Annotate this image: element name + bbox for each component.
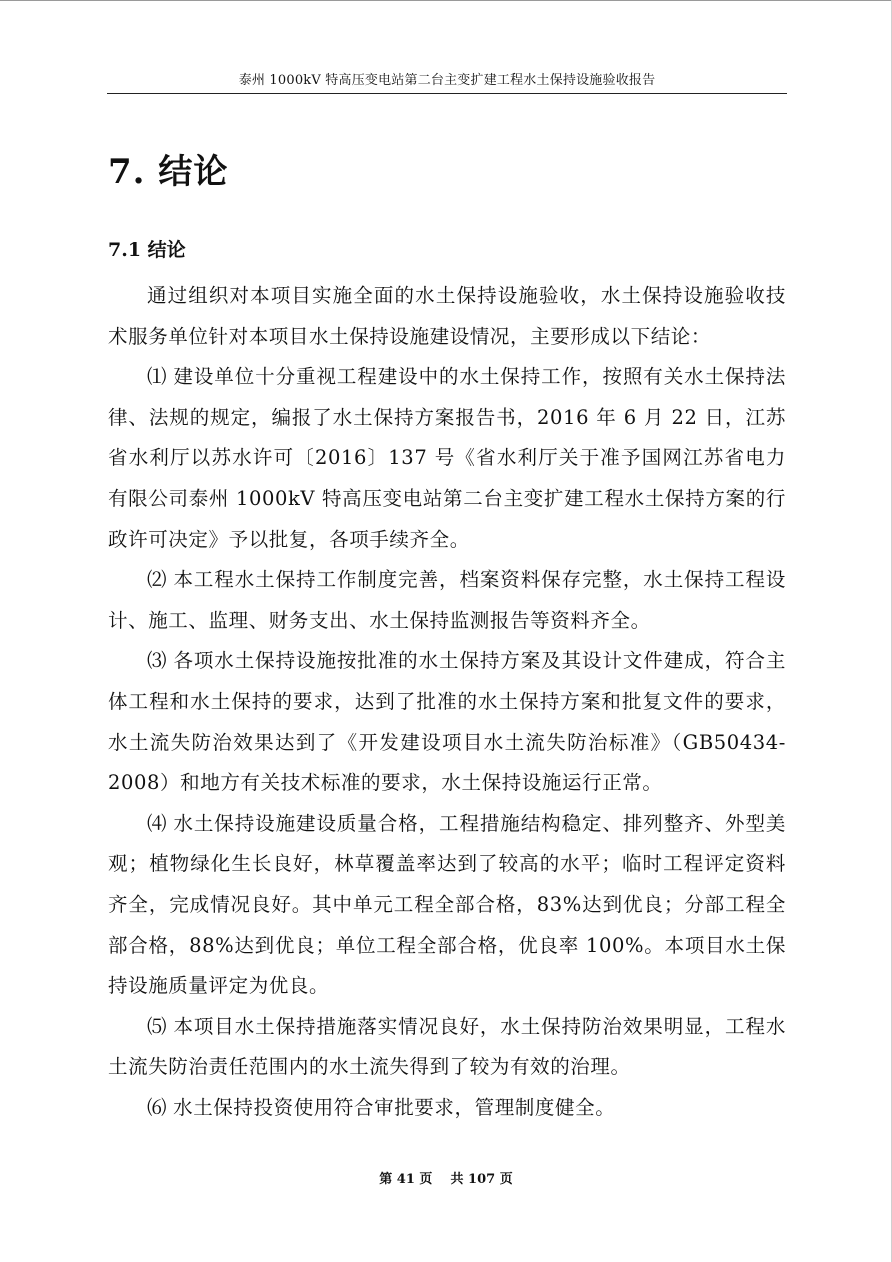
item-number: ⑷	[147, 811, 168, 835]
page-edge-top	[0, 0, 892, 1]
header-rule	[107, 93, 787, 94]
paragraph-text: 本项目水土保持措施落实情况良好，水土保持防治效果明显，工程水土流失防治责任范围内的水土流失得到了较为有效的治理。	[108, 1014, 786, 1079]
conclusion-item-1	[108, 357, 786, 560]
item-number: ⑹	[147, 1095, 168, 1119]
conclusion-item-3	[108, 641, 786, 803]
paragraph-text: 水土保持设施建设质量合格，工程措施结构稳定、排列整齐、外型美观；植物绿化生长良好，林草覆盖率达到了较高的水平；临时工程评定资料齐全，完成情况良好。其中单元工程全部合格，83%达到优良；分部工程全部合格，88%达到优良；单位工程全部合格，优良率 100%。本项目水土保持设施质量评定为优良。	[108, 811, 786, 998]
conclusion-item-5	[108, 1007, 786, 1088]
item-number: ⑴	[147, 365, 168, 389]
paragraph-text: 各项水土保持设施按批准的水土保持方案及其设计文件建成，符合主体工程和水土保持的要求，达到了批准的水土保持方案和批复文件的要求，水土流失防治效果达到了《开发建设项目水土流失防治标准》（GB50434-2008）和地方有关技术标准的要求，水土保持设施运行正常。	[108, 649, 786, 795]
intro-paragraph	[108, 276, 786, 357]
item-number: ⑶	[147, 649, 168, 673]
paragraph-text: 通过组织对本项目实施全面的水土保持设施验收，水土保持设施验收技术服务单位针对本项目水土保持设施建设情况，主要形成以下结论：	[108, 284, 786, 348]
paragraph-text: 水土保持投资使用符合审批要求，管理制度健全。	[173, 1095, 616, 1119]
paragraph-text: 建设单位十分重视工程建设中的水土保持工作，按照有关水土保持法律、法规的规定，编报了水土保持方案报告书，2016 年 6 月 22 日，江苏省水利厅以苏水许可〔2016〕137 号《省水利厅关于准予国网江苏省电力有限公司泰州 1000kV 特高压变电站第二台主变扩建工程水土保持方案的行政许可决定》予以批复，各项手续齐全。	[108, 365, 786, 551]
page-number-footer: 第 41 页 共 107 页	[379, 1172, 513, 1187]
paragraph-text: 本工程水土保持工作制度完善，档案资料保存完整，水土保持工程设计、施工、监理、财务支出、水土保持监测报告等资料齐全。	[108, 568, 786, 632]
item-number: ⑸	[147, 1014, 168, 1038]
conclusion-item-4	[108, 804, 786, 1007]
running-header: 泰州 1000kV 特高压变电站第二台主变扩建工程水土保持设施验收报告	[238, 73, 656, 88]
body-text	[108, 276, 786, 1128]
chapter-title: 7. 结论	[108, 152, 229, 192]
conclusion-item-2	[108, 560, 786, 641]
conclusion-item-6	[108, 1088, 786, 1129]
section-title: 7.1 结论	[108, 239, 186, 261]
item-number: ⑵	[147, 568, 168, 592]
